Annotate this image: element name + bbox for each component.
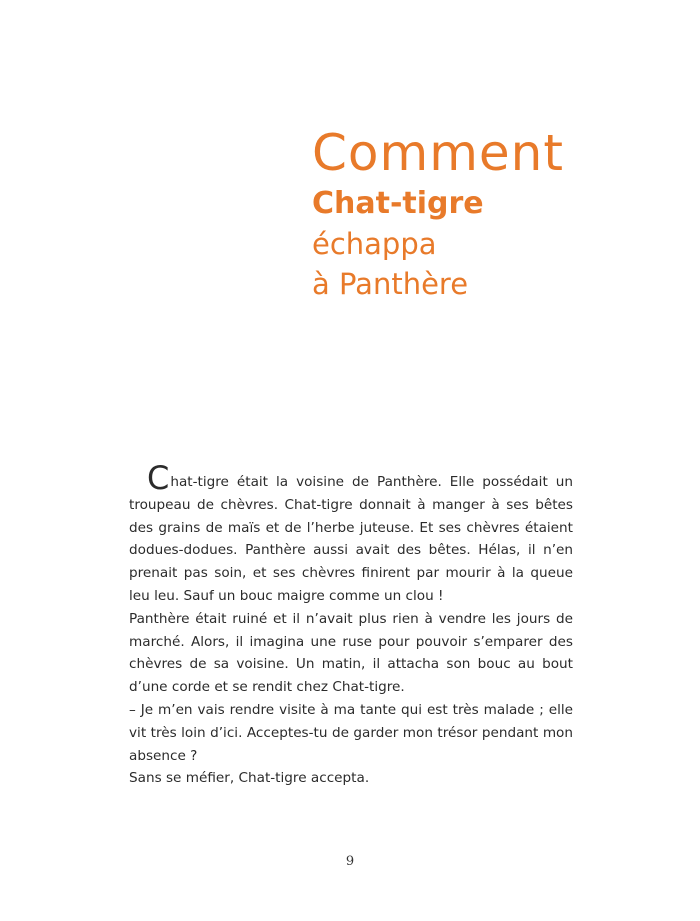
story-text xyxy=(129,459,573,790)
title-line-echappa: échappa xyxy=(312,227,437,261)
chapter-title xyxy=(312,122,564,304)
page-number: 9 xyxy=(345,854,355,869)
paragraph-3: – Je m’en vais rendre visite à ma tante qui est très malade ; elle vit très loin d’ici. Acceptes-tu de garder mon trésor pendant mon absence ? xyxy=(129,701,573,764)
paragraph-4: Sans se méfier, Chat-tigre accepta. xyxy=(129,770,370,787)
title-line-chat-tigre: Chat-tigre xyxy=(312,186,484,221)
paragraph-1-text: hat-tigre était la voisine de Panthère. Elle possédait un troupeau de chèvres. Chat-tigre donnait à manger à ses bêtes des grains de maïs et de l’herbe juteuse. Et ses chèvres étaient dodues-dodues. Panthère aussi avait des bêtes. Hélas, il n’en prenait pas soin, et ses chèvres finirent par mourir à la queue leu leu. Sauf un bouc maigre comme un clou ! xyxy=(129,474,573,604)
title-line-panthere: à Panthère xyxy=(312,267,469,301)
title-line-comment: Comment xyxy=(312,124,564,182)
paragraph-1 xyxy=(129,459,573,608)
drop-cap: C xyxy=(147,459,170,497)
paragraph-2: Panthère était ruiné et il n’avait plus rien à vendre les jours de marché. Alors, il imagina une ruse pour pouvoir s’emparer des chèvres de sa voisine. Un matin, il attacha son bouc au bout d’une corde et se rendit chez Chat-tigre. xyxy=(129,610,573,696)
